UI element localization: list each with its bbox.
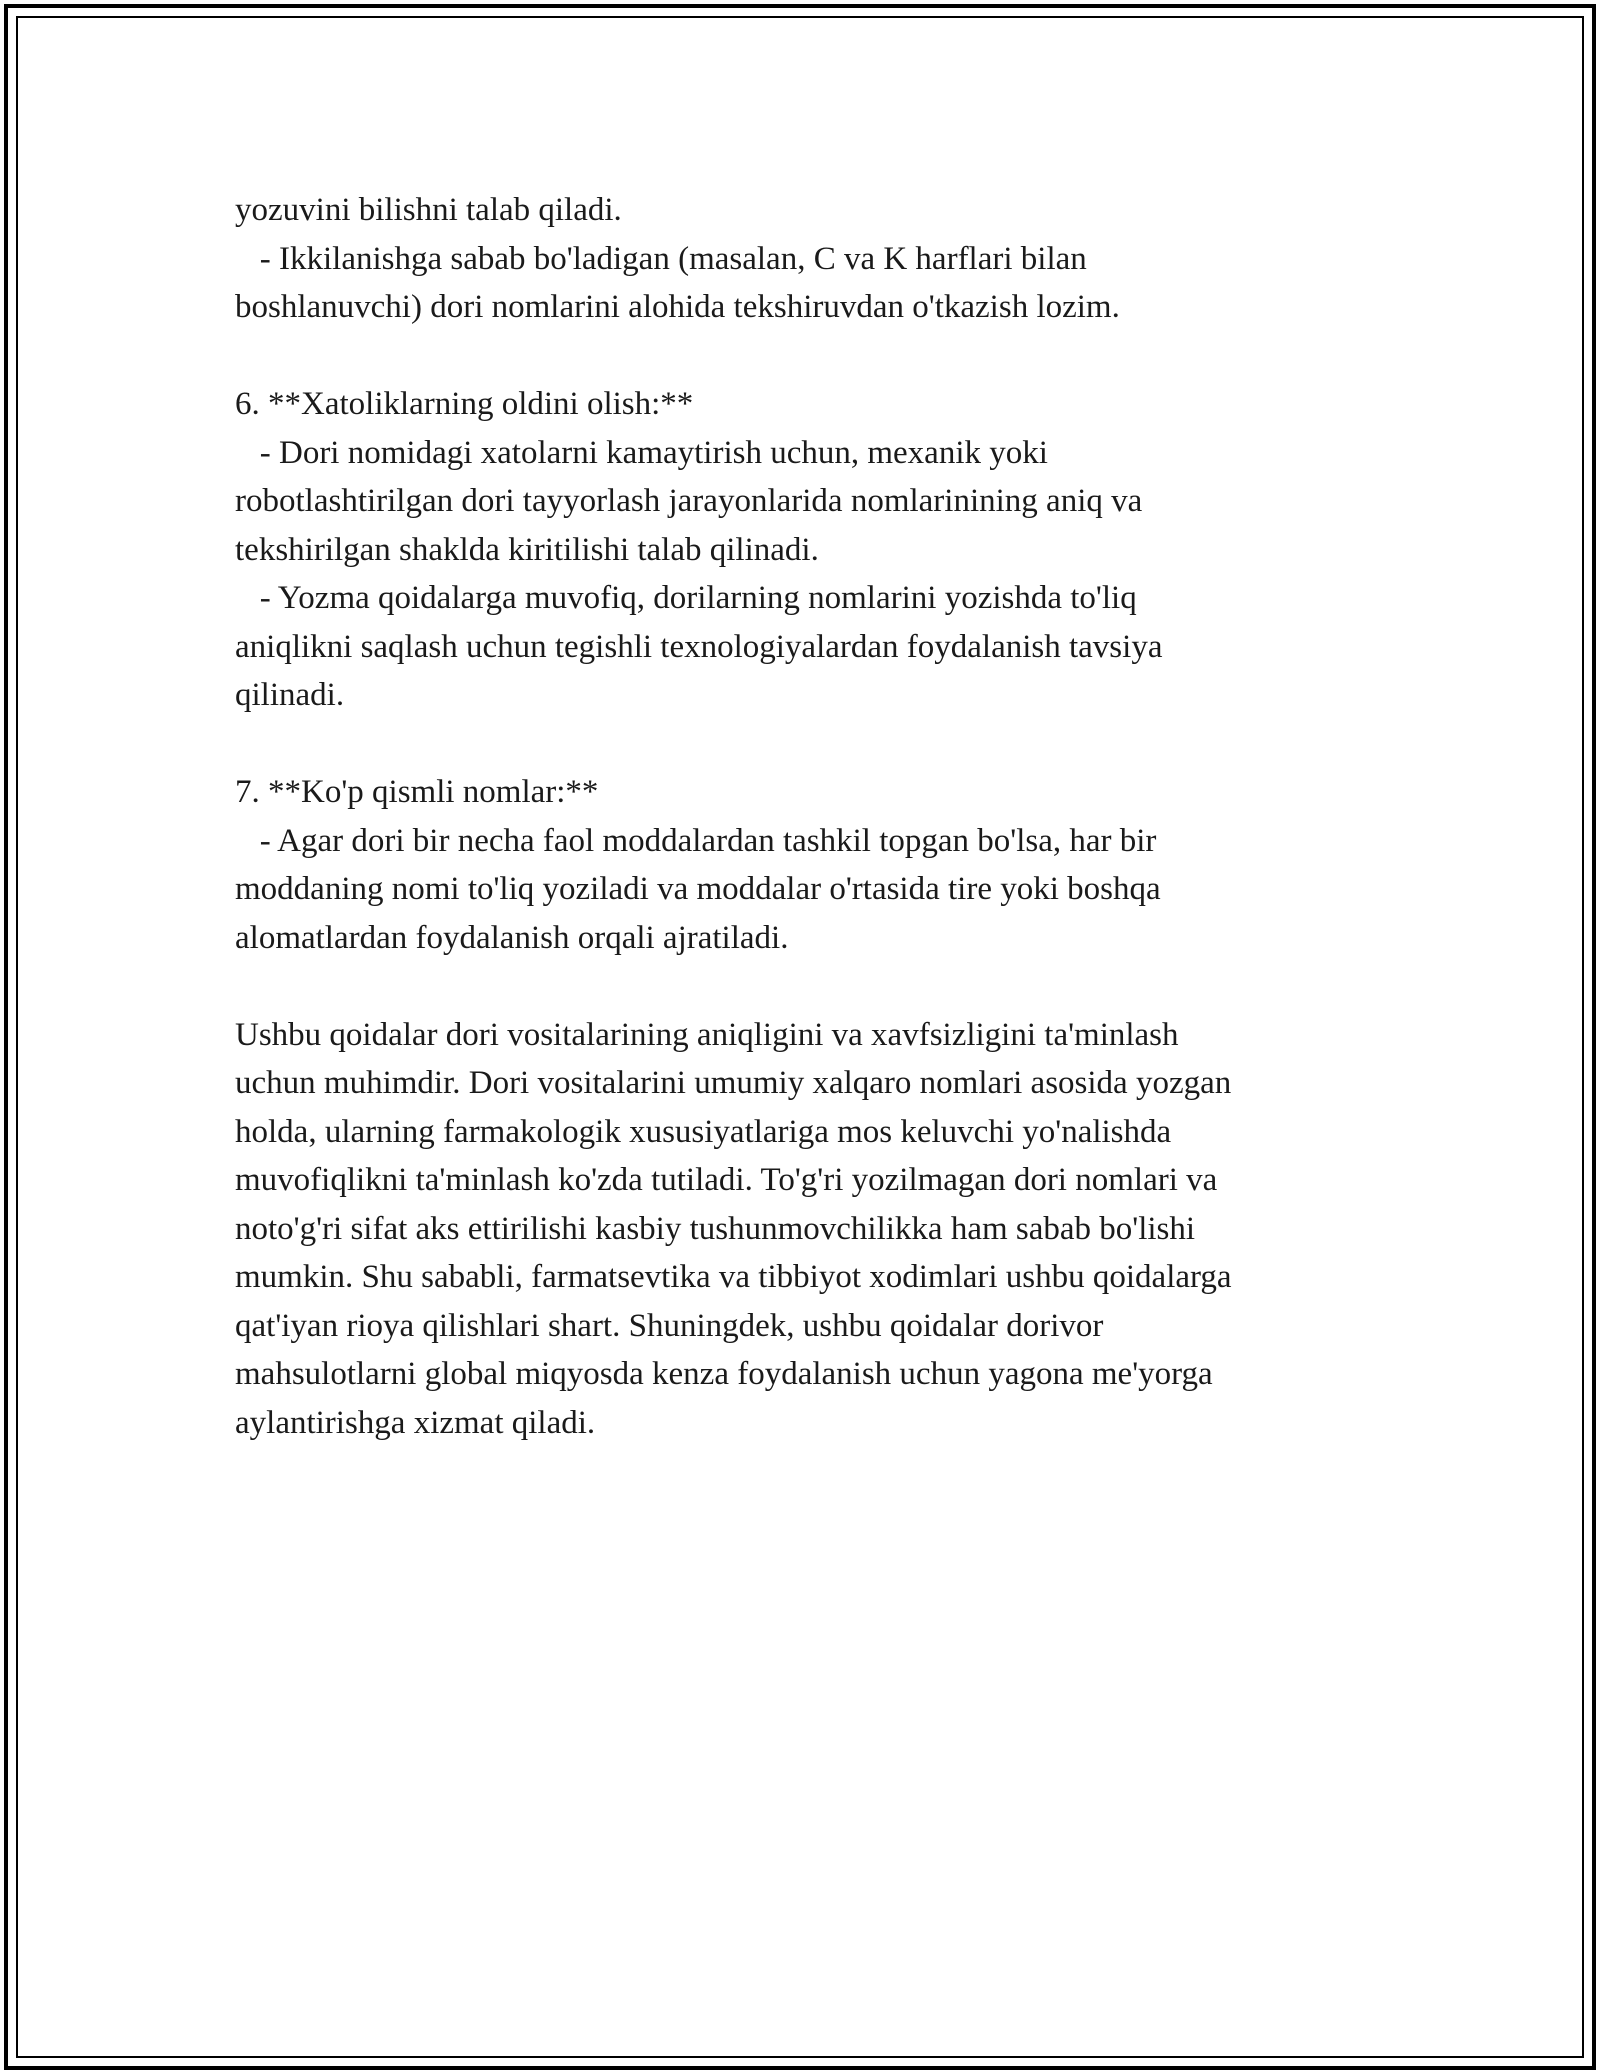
text-line: noto'g'ri sifat aks ettirilishi kasbiy tushunmovchilikka ham sabab bo'lishi (235, 1210, 1196, 1247)
text-line: mahsulotlarni global miqyosda kenza foydalanish uchun yagona me'yorga (235, 1356, 1213, 1392)
text-line: qat'iyan rioya qilishlari shart. Shuningdek, ushbu qoidalar dorivor (235, 1307, 1104, 1344)
intro-paragraph (235, 186, 1375, 332)
section-6 (235, 380, 1375, 720)
text-line: tekshirilgan shaklda kiritilishi talab qilinadi. (235, 531, 819, 568)
text-line: robotlashtirilgan dori tayyorlash jarayonlarida nomlarinining aniq va (235, 483, 1143, 519)
text-line: moddaning nomi to'liq yoziladi va moddalar o'rtasida tire yoki boshqa (235, 871, 1161, 907)
section-6-heading: 6. **Xatoliklarning oldini olish:** (235, 386, 694, 422)
text-line: mumkin. Shu sababli, farmatsevtika va tibbiyot xodimlari ushbu qoidalarga (235, 1259, 1232, 1295)
text-line: aniqlikni saqlash uchun tegishli texnologiyalardan foydalanish tavsiya (235, 628, 1163, 665)
text-line: yozuvini bilishni talab qiladi. (235, 192, 622, 228)
section-7-heading: 7. **Ko'p qismli nomlar:** (235, 774, 599, 810)
text-line: muvofiqlikni ta'minlash ko'zda tutiladi. To'g'ri yozilmagan dori nomlari va (235, 1162, 1218, 1198)
paragraph-gap (235, 962, 1375, 1011)
text-line: boshlanuvchi) dori nomlarini alohida tekshiruvdan o'tkazish lozim. (235, 289, 1120, 325)
text-line: qilinadi. (235, 677, 345, 713)
text-line: aylantirishga xizmat qiladi. (235, 1404, 596, 1441)
text-line: uchun muhimdir. Dori vositalarini umumiy xalqaro nomlari asosida yozgan (235, 1065, 1232, 1101)
text-line: Ushbu qoidalar dori vositalarining aniqligini va xavfsizligini ta'minlash (235, 1016, 1179, 1053)
section-7 (235, 768, 1375, 962)
paragraph-gap (235, 720, 1375, 769)
text-line: - Dori nomidagi xatolarni kamaytirish uchun, mexanik yoki (235, 434, 1048, 471)
paragraph-gap (235, 332, 1375, 381)
text-line: - Yozma qoidalarga muvofiq, dorilarning nomlarini yozishda to'liq (235, 580, 1137, 616)
text-line: holda, ularning farmakologik xususiyatlariga mos keluvchi yo'nalishda (235, 1113, 1172, 1150)
document-body (235, 186, 1375, 1447)
text-line: - Ikkilanishga sabab bo'ladigan (masalan, C va K harflari bilan (235, 240, 1087, 277)
conclusion-paragraph (235, 1011, 1375, 1448)
text-line: alomatlardan foydalanish orqali ajratiladi. (235, 919, 789, 956)
text-line: - Agar dori bir necha faol moddalardan tashkil topgan bo'lsa, har bir (235, 822, 1157, 859)
